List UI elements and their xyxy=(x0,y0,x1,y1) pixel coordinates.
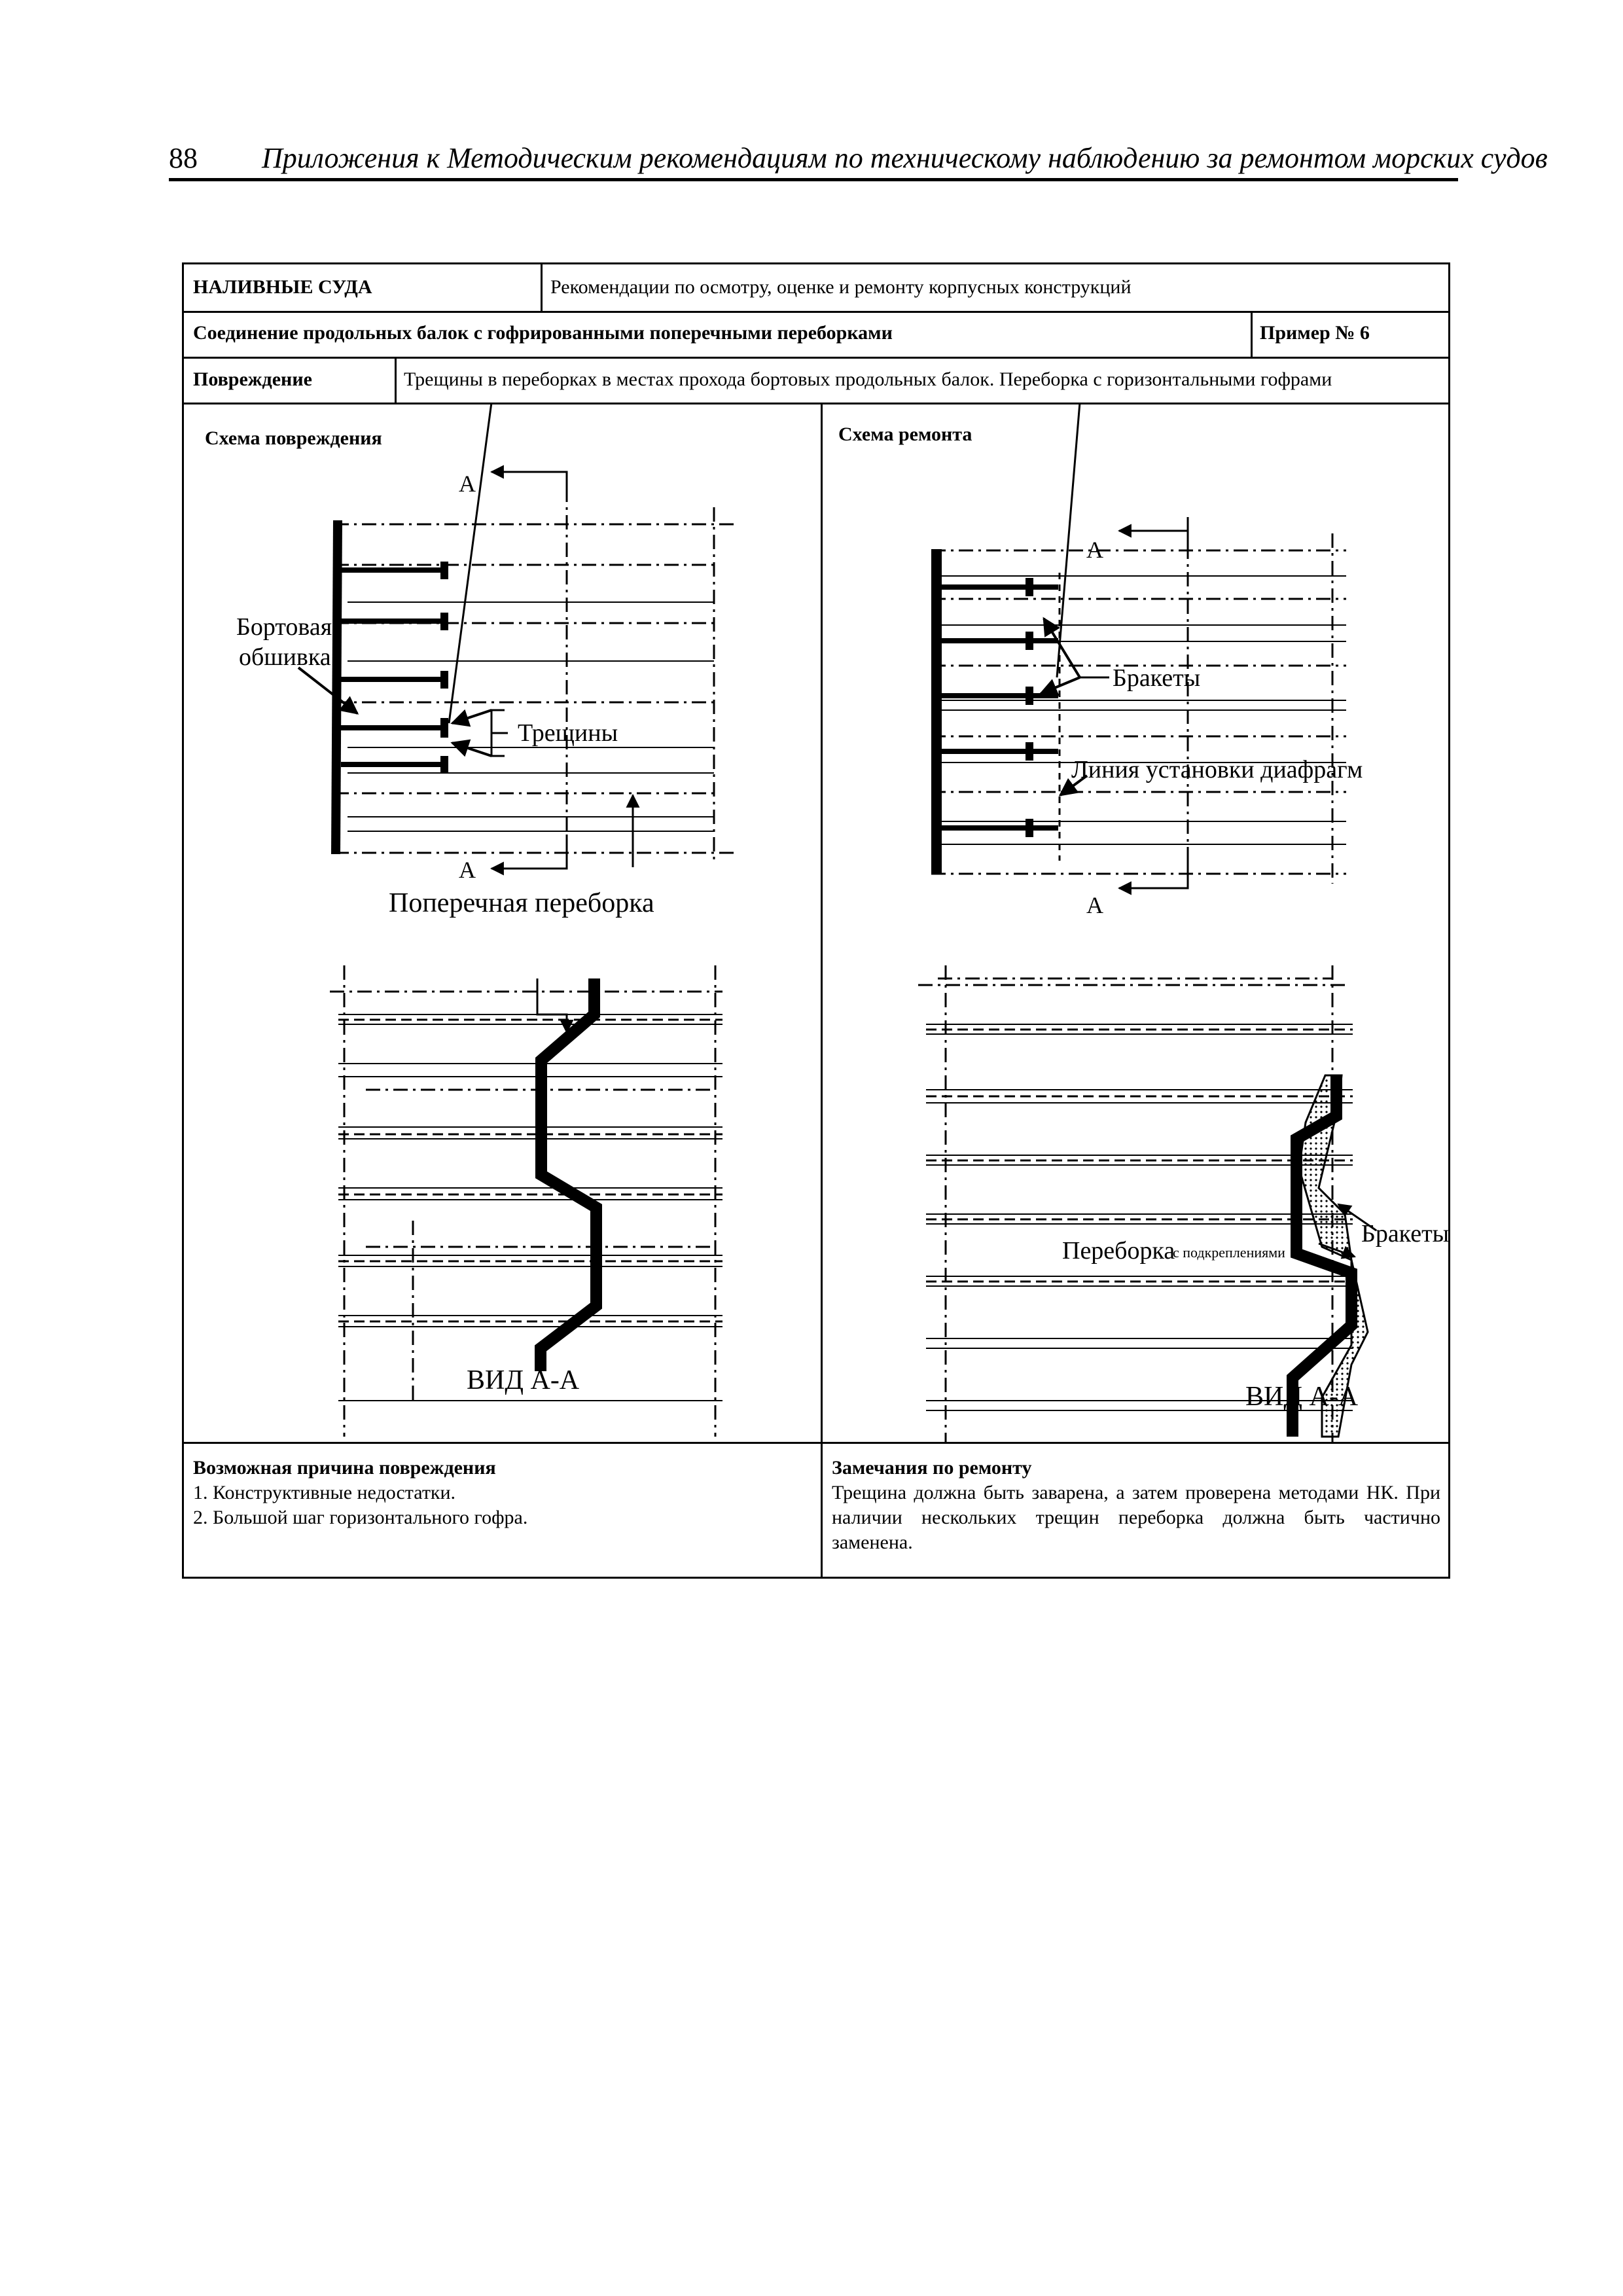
label-diaphragm: Линия установки диафрагм xyxy=(1071,756,1363,783)
col-divider xyxy=(1251,311,1253,357)
category-cell: НАЛИВНЫЕ СУДА xyxy=(193,276,372,298)
section-mark: A xyxy=(459,471,476,497)
label-shell: обшивка xyxy=(239,643,331,671)
damage-diagram xyxy=(184,403,820,1442)
label-shell: Бортовая xyxy=(236,613,332,641)
description-cell: Рекомендации по осмотру, оценке и ремонту корпусных конструкций xyxy=(550,276,1132,298)
col-divider xyxy=(395,357,397,403)
label-bulkhead-note: с подкреплениями xyxy=(1173,1244,1285,1261)
row-divider xyxy=(184,357,1448,359)
remarks-heading: Замечания по ремонту xyxy=(832,1457,1032,1479)
row-divider xyxy=(184,311,1448,313)
section-mark: A xyxy=(1086,537,1103,563)
defect-card xyxy=(182,262,1450,1579)
repair-scheme-heading: Схема ремонта xyxy=(838,423,972,445)
damage-label-cell: Повреждение xyxy=(193,368,312,390)
col-divider xyxy=(541,264,543,311)
cause-heading: Возможная причина повреждения xyxy=(193,1457,496,1479)
running-header: Приложения к Методическим рекомендациям по техническому наблюдению за ремонтом морских судов xyxy=(262,142,1548,174)
cause-item: 2. Большой шаг горизонтального гофра. xyxy=(193,1507,528,1528)
view-label: ВИД А-А xyxy=(1245,1382,1359,1412)
damage-scheme-heading: Схема повреждения xyxy=(205,427,382,449)
row-divider xyxy=(184,1442,1448,1444)
section-mark: A xyxy=(1086,892,1103,918)
repair-diagram xyxy=(821,403,1450,1442)
label-brackets: Бракеты xyxy=(1361,1220,1450,1247)
label-bulkhead: Поперечная переборка xyxy=(389,888,654,918)
example-cell: Пример № 6 xyxy=(1260,322,1370,344)
label-bulkhead: Переборка xyxy=(1062,1237,1175,1265)
damage-text-cell: Трещины в переборках в местах прохода бортовых продольных балок. Переборка с горизонтальными гофрами xyxy=(404,368,1332,390)
topic-cell: Соединение продольных балок с гофрированными поперечными переборками xyxy=(193,322,893,344)
label-brackets: Бракеты xyxy=(1113,664,1201,692)
remarks-text: Трещина должна быть заварена, а затем проверена методами НК. При наличии нескольких трещин переборка должна быть частично заменена. xyxy=(832,1482,1440,1553)
repair-plan-view xyxy=(931,403,1346,888)
section-mark: A xyxy=(459,857,476,883)
damage-plan-view xyxy=(298,403,734,869)
header-rule xyxy=(169,178,1458,181)
cause-item: 1. Конструктивные недостатки. xyxy=(193,1482,456,1503)
page-number: 88 xyxy=(169,142,198,174)
repair-section-view xyxy=(918,965,1376,1442)
label-cracks: Трещины xyxy=(518,719,618,747)
view-label: ВИД А-А xyxy=(467,1365,580,1395)
